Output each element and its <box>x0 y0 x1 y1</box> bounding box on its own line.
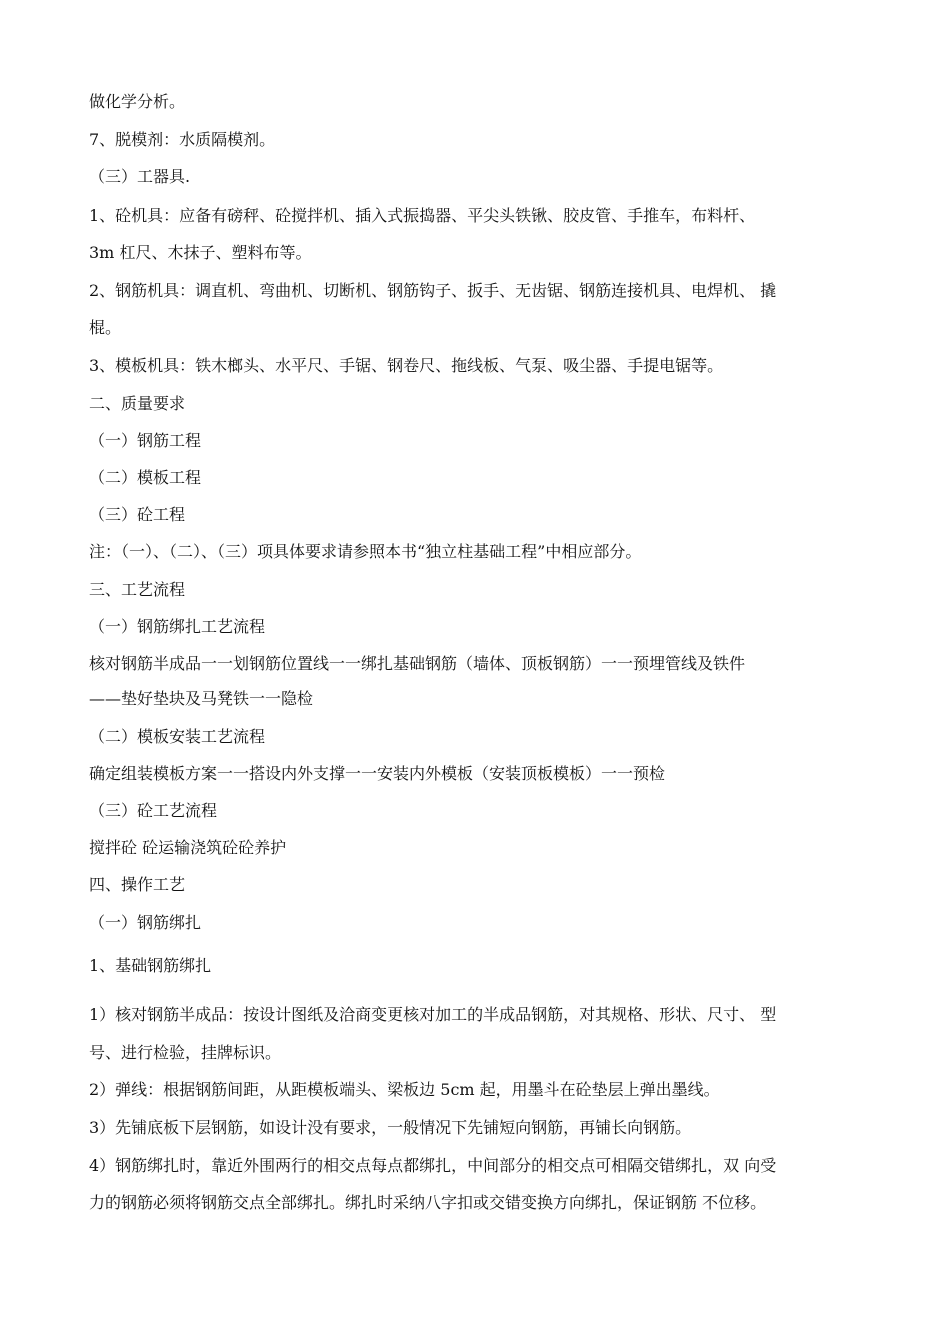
text-line: ——垫好垫块及马凳铁一一隐检 <box>89 689 314 708</box>
section-heading: 四、操作工艺 <box>89 875 186 894</box>
text-line: 确定组装模板方案一一搭设内外支撑一一安装内外模板（安装顶板模板）一一预检 <box>89 764 666 783</box>
text-line: 1、砼机具：应备有磅秤、砼搅拌机、插入式振捣器、平尖头铁锹、胶皮管、手推车，布料杆、 <box>89 206 756 225</box>
subsection-heading: （一）钢筋绑扎 <box>89 913 202 932</box>
text-line: 2）弹线：根据钢筋间距，从距模板端头、梁板边 5cm 起，用墨斗在砼垫层上弹出墨线。 <box>89 1080 720 1099</box>
text-line: 号、进行检验，挂牌标识。 <box>89 1043 282 1062</box>
section-heading: 二、质量要求 <box>89 394 186 413</box>
text-line: 7、脱模剂：水质隔模剂。 <box>89 130 276 149</box>
text-line: 力的钢筋必须将钢筋交点全部绑扎。绑扎时采纳八字扣或交错变换方向绑扎，保证钢筋 不位移。 <box>89 1193 767 1212</box>
subsection-heading: （二）模板工程 <box>89 468 202 487</box>
text-line: 做化学分析。 <box>89 92 186 111</box>
subsection-heading: （三）砼工艺流程 <box>89 801 218 820</box>
text-line: 3m 杠尺、木抹子、塑料布等。 <box>89 243 312 262</box>
text-line: 核对钢筋半成品一一划钢筋位置线一一绑扎基础钢筋（墙体、顶板钢筋）一一预埋管线及铁件 <box>89 654 746 673</box>
subsection-heading: （一）钢筋工程 <box>89 431 202 450</box>
text-line: 棍。 <box>89 318 122 337</box>
subsection-heading: （二）模板安装工艺流程 <box>89 727 266 746</box>
text-line: 4）钢筋绑扎时，靠近外围两行的相交点每点都绑扎，中间部分的相交点可相隔交错绑扎，双 向受 <box>89 1156 777 1175</box>
text-line: 搅拌砼 砼运输浇筑砼砼养护 <box>89 838 287 857</box>
section-heading: 三、工艺流程 <box>89 580 186 599</box>
text-line: 3、模板机具：铁木榔头、水平尺、手锯、钢卷尺、拖线板、气泵、吸尘器、手提电锯等。 <box>89 356 724 375</box>
subsection-heading: （三）砼工程 <box>89 505 186 524</box>
text-line: 2、钢筋机具：调直机、弯曲机、切断机、钢筋钩子、扳手、无齿锯、钢筋连接机具、电焊机、 撬 <box>89 281 777 300</box>
text-line: 1）核对钢筋半成品：按设计图纸及洽商变更核对加工的半成品钢筋，对其规格、形状、尺寸、 型 <box>89 1005 777 1024</box>
text-line: 1、基础钢筋绑扎 <box>89 956 212 975</box>
text-line: 3）先铺底板下层钢筋，如设计没有要求，一般情况下先铺短向钢筋，再铺长向钢筋。 <box>89 1118 692 1137</box>
note-line: 注：（一）、（二）、（三）项具体要求请参照本书“独立柱基础工程”中相应部分。 <box>89 542 642 561</box>
subsection-heading: （三）工器具. <box>89 167 191 186</box>
subsection-heading: （一）钢筋绑扎工艺流程 <box>89 617 266 636</box>
